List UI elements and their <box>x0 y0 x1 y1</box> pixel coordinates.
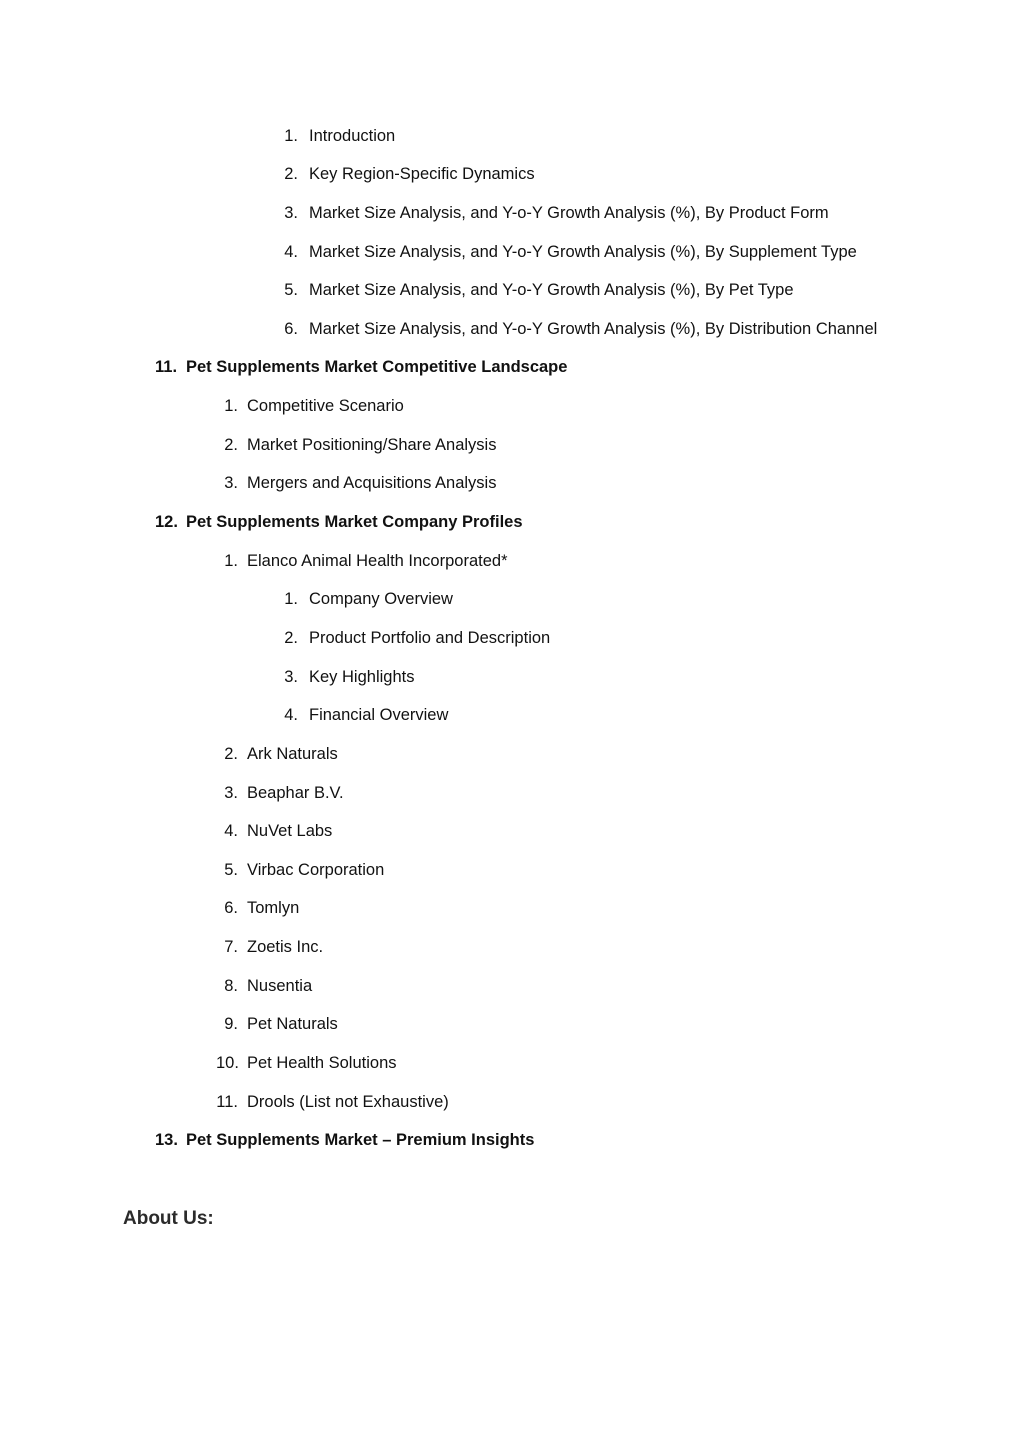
toc-item-number: 7. <box>224 938 238 956</box>
toc-item-label: Key Highlights <box>309 668 415 686</box>
toc-item-label: Competitive Scenario <box>247 397 404 415</box>
toc-item-label: Market Size Analysis, and Y-o-Y Growth Analysis (%), By Pet Type <box>309 281 794 299</box>
toc-item-number: 1. <box>284 127 298 145</box>
toc-item-label: Key Region-Specific Dynamics <box>309 165 535 183</box>
toc-section-number: 13. <box>155 1131 178 1149</box>
toc-item-label: Market Size Analysis, and Y-o-Y Growth Analysis (%), By Distribution Channel <box>309 320 878 338</box>
toc-item-number: 1. <box>284 590 298 608</box>
toc-item-number: 4. <box>224 822 238 840</box>
toc-item-label: NuVet Labs <box>247 822 333 840</box>
toc-item-number: 10. <box>216 1054 239 1072</box>
toc-item-label: Drools (List not Exhaustive) <box>247 1093 449 1111</box>
toc-item-label: Market Positioning/Share Analysis <box>247 436 497 454</box>
toc-item-number: 1. <box>224 397 238 415</box>
toc-item-number: 3. <box>284 668 298 686</box>
toc-item-label: Mergers and Acquisitions Analysis <box>247 474 497 492</box>
toc-item-number: 3. <box>224 474 238 492</box>
toc-item-number: 3. <box>224 784 238 802</box>
toc-item-label: Nusentia <box>247 977 313 995</box>
toc-item-number: 5. <box>284 281 298 299</box>
toc-item-number: 4. <box>284 243 298 261</box>
toc-item-label: Introduction <box>309 127 396 145</box>
toc-item-number: 6. <box>284 320 298 338</box>
toc-item-number: 2. <box>284 629 298 647</box>
toc-item-label: Virbac Corporation <box>247 861 385 879</box>
toc-item-number: 2. <box>224 436 238 454</box>
toc-item-number: 8. <box>224 977 238 995</box>
toc-item-number: 5. <box>224 861 238 879</box>
toc-item-number: 2. <box>284 165 298 183</box>
toc-item-label: Zoetis Inc. <box>247 938 324 956</box>
toc-item-label: Pet Naturals <box>247 1015 338 1033</box>
toc-item-label: Market Size Analysis, and Y-o-Y Growth Analysis (%), By Product Form <box>309 204 829 222</box>
toc-item-number: 1. <box>224 552 238 570</box>
about-us-heading: About Us: <box>123 1208 214 1229</box>
toc-item-label: Elanco Animal Health Incorporated* <box>247 552 508 570</box>
toc-item-label: Market Size Analysis, and Y-o-Y Growth Analysis (%), By Supplement Type <box>309 243 857 261</box>
toc-section-number: 11. <box>155 358 178 376</box>
toc-item-label: Product Portfolio and Description <box>309 629 551 647</box>
toc-item-label: Financial Overview <box>309 706 449 724</box>
toc-item-number: 2. <box>224 745 238 763</box>
toc-section-title: Pet Supplements Market Company Profiles <box>186 513 523 531</box>
toc-item-label: Pet Health Solutions <box>247 1054 397 1072</box>
toc-section-title: Pet Supplements Market Competitive Landscape <box>186 358 568 376</box>
toc-item-label: Company Overview <box>309 590 453 608</box>
toc-item-label: Tomlyn <box>247 899 300 917</box>
toc-item-number: 11. <box>216 1093 238 1111</box>
toc-section-title: Pet Supplements Market – Premium Insights <box>186 1131 535 1149</box>
toc-section-number: 12. <box>155 513 178 531</box>
toc-item-number: 6. <box>224 899 238 917</box>
toc-item-number: 4. <box>284 706 298 724</box>
toc-item-number: 3. <box>284 204 298 222</box>
toc-item-label: Beaphar B.V. <box>247 784 344 802</box>
toc-item-number: 9. <box>224 1015 238 1033</box>
toc-item-label: Ark Naturals <box>247 745 338 763</box>
